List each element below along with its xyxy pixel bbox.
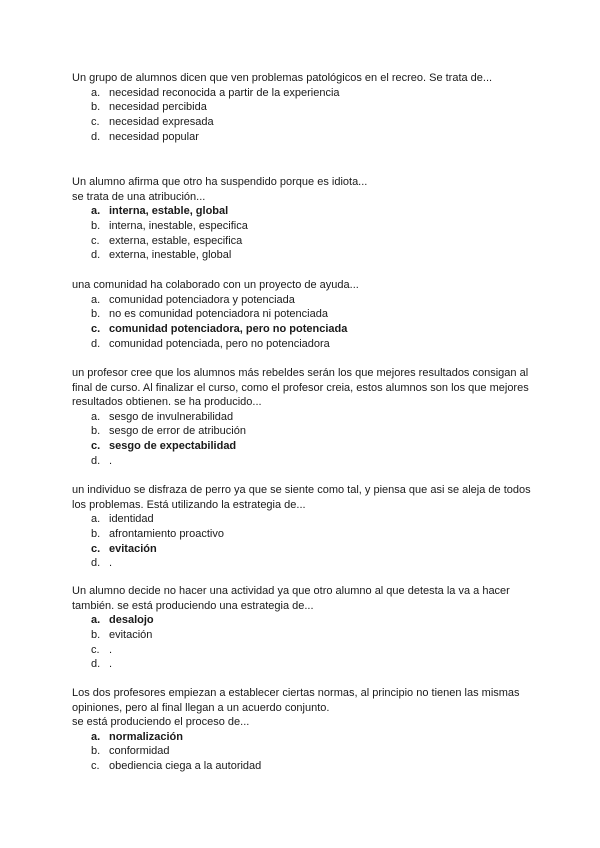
option-letter: d.: [91, 454, 101, 467]
option-text: evitación: [109, 542, 157, 555]
answer-option: [72, 410, 542, 425]
answer-options: [72, 410, 542, 469]
option-letter: c.: [91, 760, 100, 773]
option-letter: b.: [91, 527, 101, 540]
answer-options: [72, 86, 542, 145]
option-text: comunidad potenciada, pero no potenciadora: [109, 337, 330, 350]
option-text: afrontamiento proactivo: [109, 527, 224, 540]
answer-options: [72, 613, 542, 672]
answer-option: [72, 556, 542, 571]
answer-option: [72, 643, 542, 658]
answer-option: [72, 293, 542, 308]
answer-option: [72, 234, 542, 249]
option-letter: b.: [91, 628, 101, 641]
option-text: interna, estable, global: [109, 205, 229, 217]
answer-option-selected: [72, 542, 542, 557]
answer-options: [72, 730, 542, 774]
option-letter: a.: [91, 86, 101, 99]
answer-option: [72, 248, 542, 263]
option-text: conformidad: [109, 745, 170, 758]
question-stem: Los dos profesores empiezan a establecer ciertas normas, al principio no tienen las mismas opiniones, pero al final llegan a un acuerdo conjunto. se está produciendo el proceso de...: [72, 687, 520, 728]
answer-option: [72, 219, 542, 234]
answer-option: [72, 115, 542, 130]
option-letter: a.: [91, 614, 101, 626]
answer-options: [72, 204, 542, 263]
option-text: necesidad popular: [109, 130, 199, 143]
answer-option: [72, 130, 542, 145]
question-2: [72, 175, 542, 263]
option-text: identidad: [109, 513, 154, 525]
question-stem: Un alumno decide no hacer una actividad ya que otro alumno al que detesta la va a hacer también. se está produciendo una estrategia de...: [72, 585, 510, 612]
option-text: .: [109, 658, 113, 671]
option-letter: c.: [91, 643, 100, 656]
question-stem: un individuo se disfraza de perro ya que se siente como tal, y piensa que asi se aleja de todos los problemas. Está utilizando la estrategia de...: [72, 484, 531, 511]
answer-option: [72, 337, 542, 352]
answer-option-selected: [72, 322, 542, 337]
option-text: externa, estable, especifica: [109, 234, 243, 247]
question-stem: una comunidad ha colaborado con un proyecto de ayuda...: [72, 279, 359, 291]
answer-option: [72, 307, 542, 322]
option-letter: a.: [91, 730, 101, 743]
option-text: .: [109, 454, 113, 467]
option-text: sesgo de error de atribución: [109, 425, 246, 438]
option-letter: c.: [91, 234, 100, 247]
option-letter: b.: [91, 101, 101, 114]
question-1: [72, 71, 542, 145]
option-letter: a.: [91, 513, 101, 525]
option-text: desalojo: [109, 614, 154, 626]
answer-option: [72, 100, 542, 115]
option-text: sesgo de expectabilidad: [109, 440, 237, 453]
option-text: normalización: [109, 730, 183, 743]
answer-options: [72, 512, 542, 571]
question-5: [72, 483, 542, 571]
answer-option: [72, 657, 542, 672]
option-text: sesgo de invulnerabilidad: [109, 410, 234, 423]
option-text: comunidad potenciadora y potenciada: [109, 293, 295, 306]
answer-option: [72, 86, 542, 101]
question-stem: Un grupo de alumnos dicen que ven problemas patológicos en el recreo. Se trata de...: [72, 72, 493, 84]
option-text: comunidad potenciadora, pero no potenciada: [109, 323, 348, 336]
answer-option: [72, 527, 542, 542]
option-letter: b.: [91, 425, 101, 438]
option-letter: a.: [91, 410, 101, 423]
answer-option-selected: [72, 439, 542, 454]
option-text: necesidad reconocida a partir de la experiencia: [109, 86, 340, 99]
option-text: necesidad expresada: [109, 116, 214, 129]
option-letter: a.: [91, 293, 101, 306]
option-text: externa, inestable, global: [109, 249, 232, 262]
question-4: [72, 366, 542, 469]
option-letter: d.: [91, 249, 101, 262]
answer-option: [72, 628, 542, 643]
option-text: .: [109, 643, 113, 656]
option-text: evitación: [109, 628, 153, 641]
answer-options: [72, 293, 542, 352]
option-text: necesidad percibida: [109, 101, 207, 114]
question-stem: Un alumno afirma que otro ha suspendido porque es idiota... se trata de una atribución...: [72, 176, 368, 203]
answer-option-selected: [72, 204, 542, 219]
question-7: [72, 686, 542, 774]
question-3: [72, 278, 542, 352]
option-letter: c.: [91, 323, 101, 336]
option-text: interna, inestable, especifica: [109, 219, 248, 232]
question-stem: un profesor cree que los alumnos más rebeldes serán los que mejores resultados consigan al final de curso. Al finalizar el curso, como el profesor creia, estos alumnos son los que mejores resultados obtienen. se ha producido...: [72, 367, 529, 408]
option-text: no es comunidad potenciadora ni potenciada: [109, 308, 328, 321]
option-letter: c.: [91, 542, 101, 555]
answer-option: [72, 424, 542, 439]
option-letter: d.: [91, 337, 101, 350]
option-letter: b.: [91, 308, 101, 321]
answer-option-selected: [72, 730, 542, 745]
option-letter: c.: [91, 116, 100, 129]
answer-option: [72, 744, 542, 759]
answer-option: [72, 454, 542, 469]
option-letter: a.: [91, 205, 101, 217]
answer-option: [72, 759, 542, 774]
option-letter: b.: [91, 219, 101, 232]
option-letter: d.: [91, 557, 101, 570]
option-letter: d.: [91, 130, 101, 143]
option-text: obediencia ciega a la autoridad: [109, 760, 262, 773]
option-letter: d.: [91, 658, 101, 671]
option-letter: c.: [91, 440, 101, 453]
answer-option-selected: [72, 613, 542, 628]
answer-option: [72, 512, 542, 527]
option-text: .: [109, 557, 113, 570]
question-6: [72, 584, 542, 672]
option-letter: b.: [91, 745, 101, 758]
